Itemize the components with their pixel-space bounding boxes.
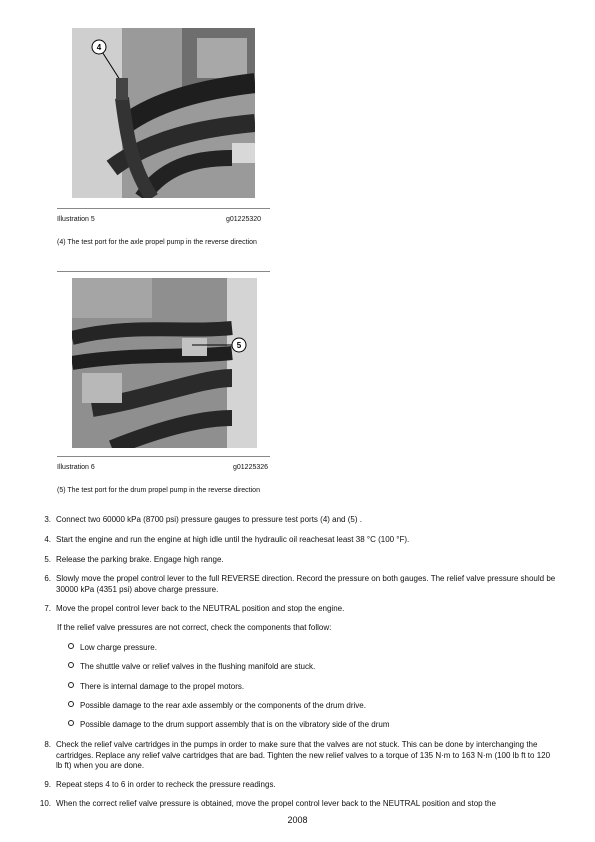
check-intro: If the relief valve pressures are not correct, check the components that follow:: [57, 623, 332, 632]
step-number: 8.: [44, 740, 51, 749]
step-number: 7.: [44, 604, 51, 613]
illustration-6-code: g01225326: [233, 464, 269, 471]
bullet-icon: [68, 701, 74, 707]
step-number: 3.: [44, 515, 51, 524]
bullet-icon: [68, 643, 74, 649]
bullet-icon: [68, 662, 74, 668]
figure-rule: [57, 271, 270, 272]
callout-5: 5: [236, 341, 242, 350]
step-number: 4.: [44, 535, 51, 544]
illustration-6-photo: [72, 278, 257, 448]
illustration-5-code: g01225320: [226, 216, 262, 223]
illustration-6-caption: (5) The test port for the drum propel pump in the reverse direction: [57, 487, 260, 494]
check-item: The shuttle valve or relief valves in the flushing manifold are stuck.: [68, 662, 315, 673]
check-item: Possible damage to the rear axle assembly or the components of the drum drive.: [68, 701, 366, 712]
check-item: Low charge pressure.: [68, 643, 157, 654]
check-item: Possible damage to the drum support assembly that is on the vibratory side of the drum: [68, 720, 390, 731]
step-text: Check the relief valve cartridges in the pumps in order to make sure that the valves are not stuck. This can be done by interchanging the cartridges. Replace any relief valve cartridges that are bad. Tighten the new relief valves to a torque of 135 N·m to 163 N·m (100 lb ft to 120 lb ft) when you are done.: [56, 740, 551, 770]
page-number: 2008: [287, 815, 308, 825]
step-text: Start the engine and run the engine at high idle until the hydraulic oil reachesat least 38 °C (100 °F).: [56, 535, 410, 544]
illustration-5-photo: [72, 28, 255, 198]
step-number: 5.: [44, 555, 51, 564]
check-item: There is internal damage to the propel motors.: [68, 682, 244, 693]
step-text: Move the propel control lever back to the NEUTRAL position and stop the engine.: [56, 604, 345, 613]
illustration-5-label: Illustration 5: [57, 216, 95, 223]
illustration-5-caption: (4) The test port for the axle propel pump in the reverse direction: [57, 239, 257, 246]
step-text: When the correct relief valve pressure is obtained, move the propel control lever back to the NEUTRAL position and stop the: [56, 799, 496, 808]
figure-rule: [57, 208, 270, 209]
step-number: 9.: [44, 780, 51, 789]
step-text: Connect two 60000 kPa (8700 psi) pressure gauges to pressure test ports (4) and (5) .: [56, 515, 362, 524]
illustration-6-label: Illustration 6: [57, 464, 95, 471]
step-number: 6.: [44, 574, 51, 583]
figure-rule: [57, 456, 270, 457]
step-text: Repeat steps 4 to 6 in order to recheck the pressure readings.: [56, 780, 276, 789]
step-text: Slowly move the propel control lever to the full REVERSE direction. Record the pressure on both gauges. The relief valve pressure should be 30000 kPa (4351 psi) above charge pressure.: [56, 574, 556, 594]
bullet-icon: [68, 682, 74, 688]
step-number: 10.: [39, 799, 51, 808]
step-text: Release the parking brake. Engage high range.: [56, 555, 224, 564]
callout-4: 4: [96, 43, 102, 52]
bullet-icon: [68, 720, 74, 726]
